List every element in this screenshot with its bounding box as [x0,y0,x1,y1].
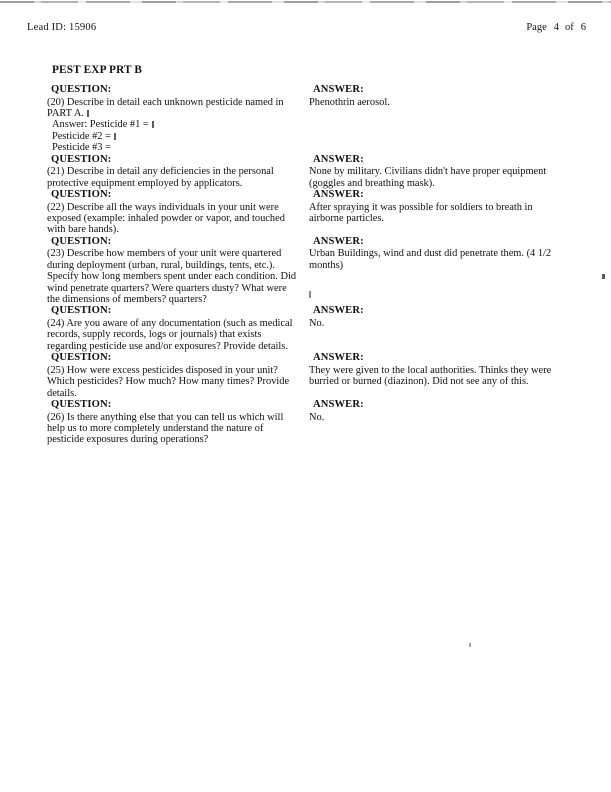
page-current: 4 [553,22,559,33]
question-column [47,352,309,399]
question-column [47,84,309,154]
question-line: exposed (example: inhaled powder or vapor, and touched [47,213,285,224]
answer-column [309,399,589,423]
question-text [47,248,309,305]
answer-column [309,305,589,329]
question-label: QUESTION: [51,153,112,165]
question-column [47,236,309,306]
question-line: records, supply records, logs or journals) that exists [47,329,262,341]
answer-text [309,248,589,271]
question-label: QUESTION: [51,189,112,200]
question-line: (25) How were excess pesticides disposed in your unit? [47,364,278,376]
answer-label: ANSWER: [313,153,364,165]
question-text [47,166,309,189]
question-line: Answer: Pesticide #1 = [47,119,309,130]
question-line: pesticide exposures during operations? [47,434,209,446]
answer-column [309,352,589,387]
scan-top-edge-artifact [0,1,611,3]
ink-mark [87,110,89,117]
answer-line: (goggles and breathing mask). [309,177,435,189]
answer-column [309,154,589,189]
answer-text [309,166,589,189]
question-column [47,399,309,446]
scan-speck [602,274,605,279]
question-line: (26) Is there anything else that you can tell us which will [47,411,284,423]
answer-line: No. [309,317,325,329]
question-line: Which pesticides? How much? How many times? Provide [47,376,290,388]
question-line: the dimensions of members? quarters? [47,294,207,306]
form-title: PEST EXP PRT B [52,64,143,76]
answer-text [309,318,589,329]
question-line: help us to more completely understand the nature of [47,423,264,434]
question-text [47,412,309,446]
question-text [47,318,309,352]
page-total: 6 [580,22,586,33]
answer-label: ANSWER: [313,235,364,247]
answer-line: Urban Buildings, wind and dust did penetrate them. (4 1/2 [309,248,552,260]
question-label: QUESTION: [51,235,112,247]
answer-line: They were given to the local authorities. Thinks they were [309,364,552,376]
question-label: QUESTION: [51,352,112,364]
page-of-word: of [565,22,574,33]
question-line: Pesticide #2 = [47,131,309,142]
answer-label: ANSWER: [313,352,364,364]
question-column [47,154,309,189]
answer-line: Phenothrin aerosol. [309,96,390,108]
question-line: Specify how long members spent under each condition. Did [47,271,297,283]
question-line: (24) Are you aware of any documentation (such as medical [47,317,293,329]
scan-speck [469,643,471,647]
question-column [47,305,309,352]
question-text [47,202,309,236]
answer-text [309,202,589,225]
answer-label: ANSWER: [313,399,364,410]
ink-mark [152,121,154,128]
answer-column [309,84,589,108]
lead-id-label: Lead ID: 15906 [27,22,97,33]
answer-text [309,412,589,423]
question-line: during deployment (urban, rural, buildings, tents, etc.). [47,259,275,271]
question-label: QUESTION: [51,399,112,410]
answer-column [309,236,589,271]
question-line: (20) Describe in detail each unknown pesticide named in [47,96,284,108]
answer-line: After spraying it was possible for soldiers to breath in [309,201,533,213]
page-word: Page [526,22,547,33]
scan-speck [309,291,311,298]
question-line: (22) Describe all the ways individuals in your unit were [47,201,279,213]
answer-line: None by military. Civilians didn't have proper equipment [309,166,547,178]
answer-label: ANSWER: [313,189,364,200]
answer-text [309,365,589,388]
page-header [0,22,611,38]
page-number-indicator [526,22,586,33]
question-line: (23) Describe how members of your unit were quartered [47,248,282,260]
answer-text [309,97,589,108]
answer-label: ANSWER: [313,84,364,95]
answer-label: ANSWER: [313,305,364,317]
question-text [47,365,309,399]
question-line: protective equipment employed by applicators. [47,177,243,189]
answer-line: burried or burned (diazinon). Did not see any of this. [309,376,529,388]
answer-line: No. [309,411,325,423]
question-line: Pesticide #3 = [52,142,111,154]
question-line: with bare hands). [47,224,119,236]
answer-column [309,189,589,224]
ink-mark [114,133,116,140]
answer-line: airborne particles. [309,213,385,224]
question-label: QUESTION: [51,305,112,317]
question-text [47,97,309,154]
question-line: wind penetrate quarters? Were quarters dusty? What were [47,282,287,294]
question-line: details. [47,387,77,399]
question-line: regarding pesticide use and/or exposures? Provide details. [47,340,288,352]
question-label: QUESTION: [51,84,112,95]
question-column [47,189,309,236]
answer-line: months) [309,259,344,271]
question-line: (21) Describe in detail any deficiencies in the personal [47,166,274,178]
question-line: PART A. [47,108,309,119]
